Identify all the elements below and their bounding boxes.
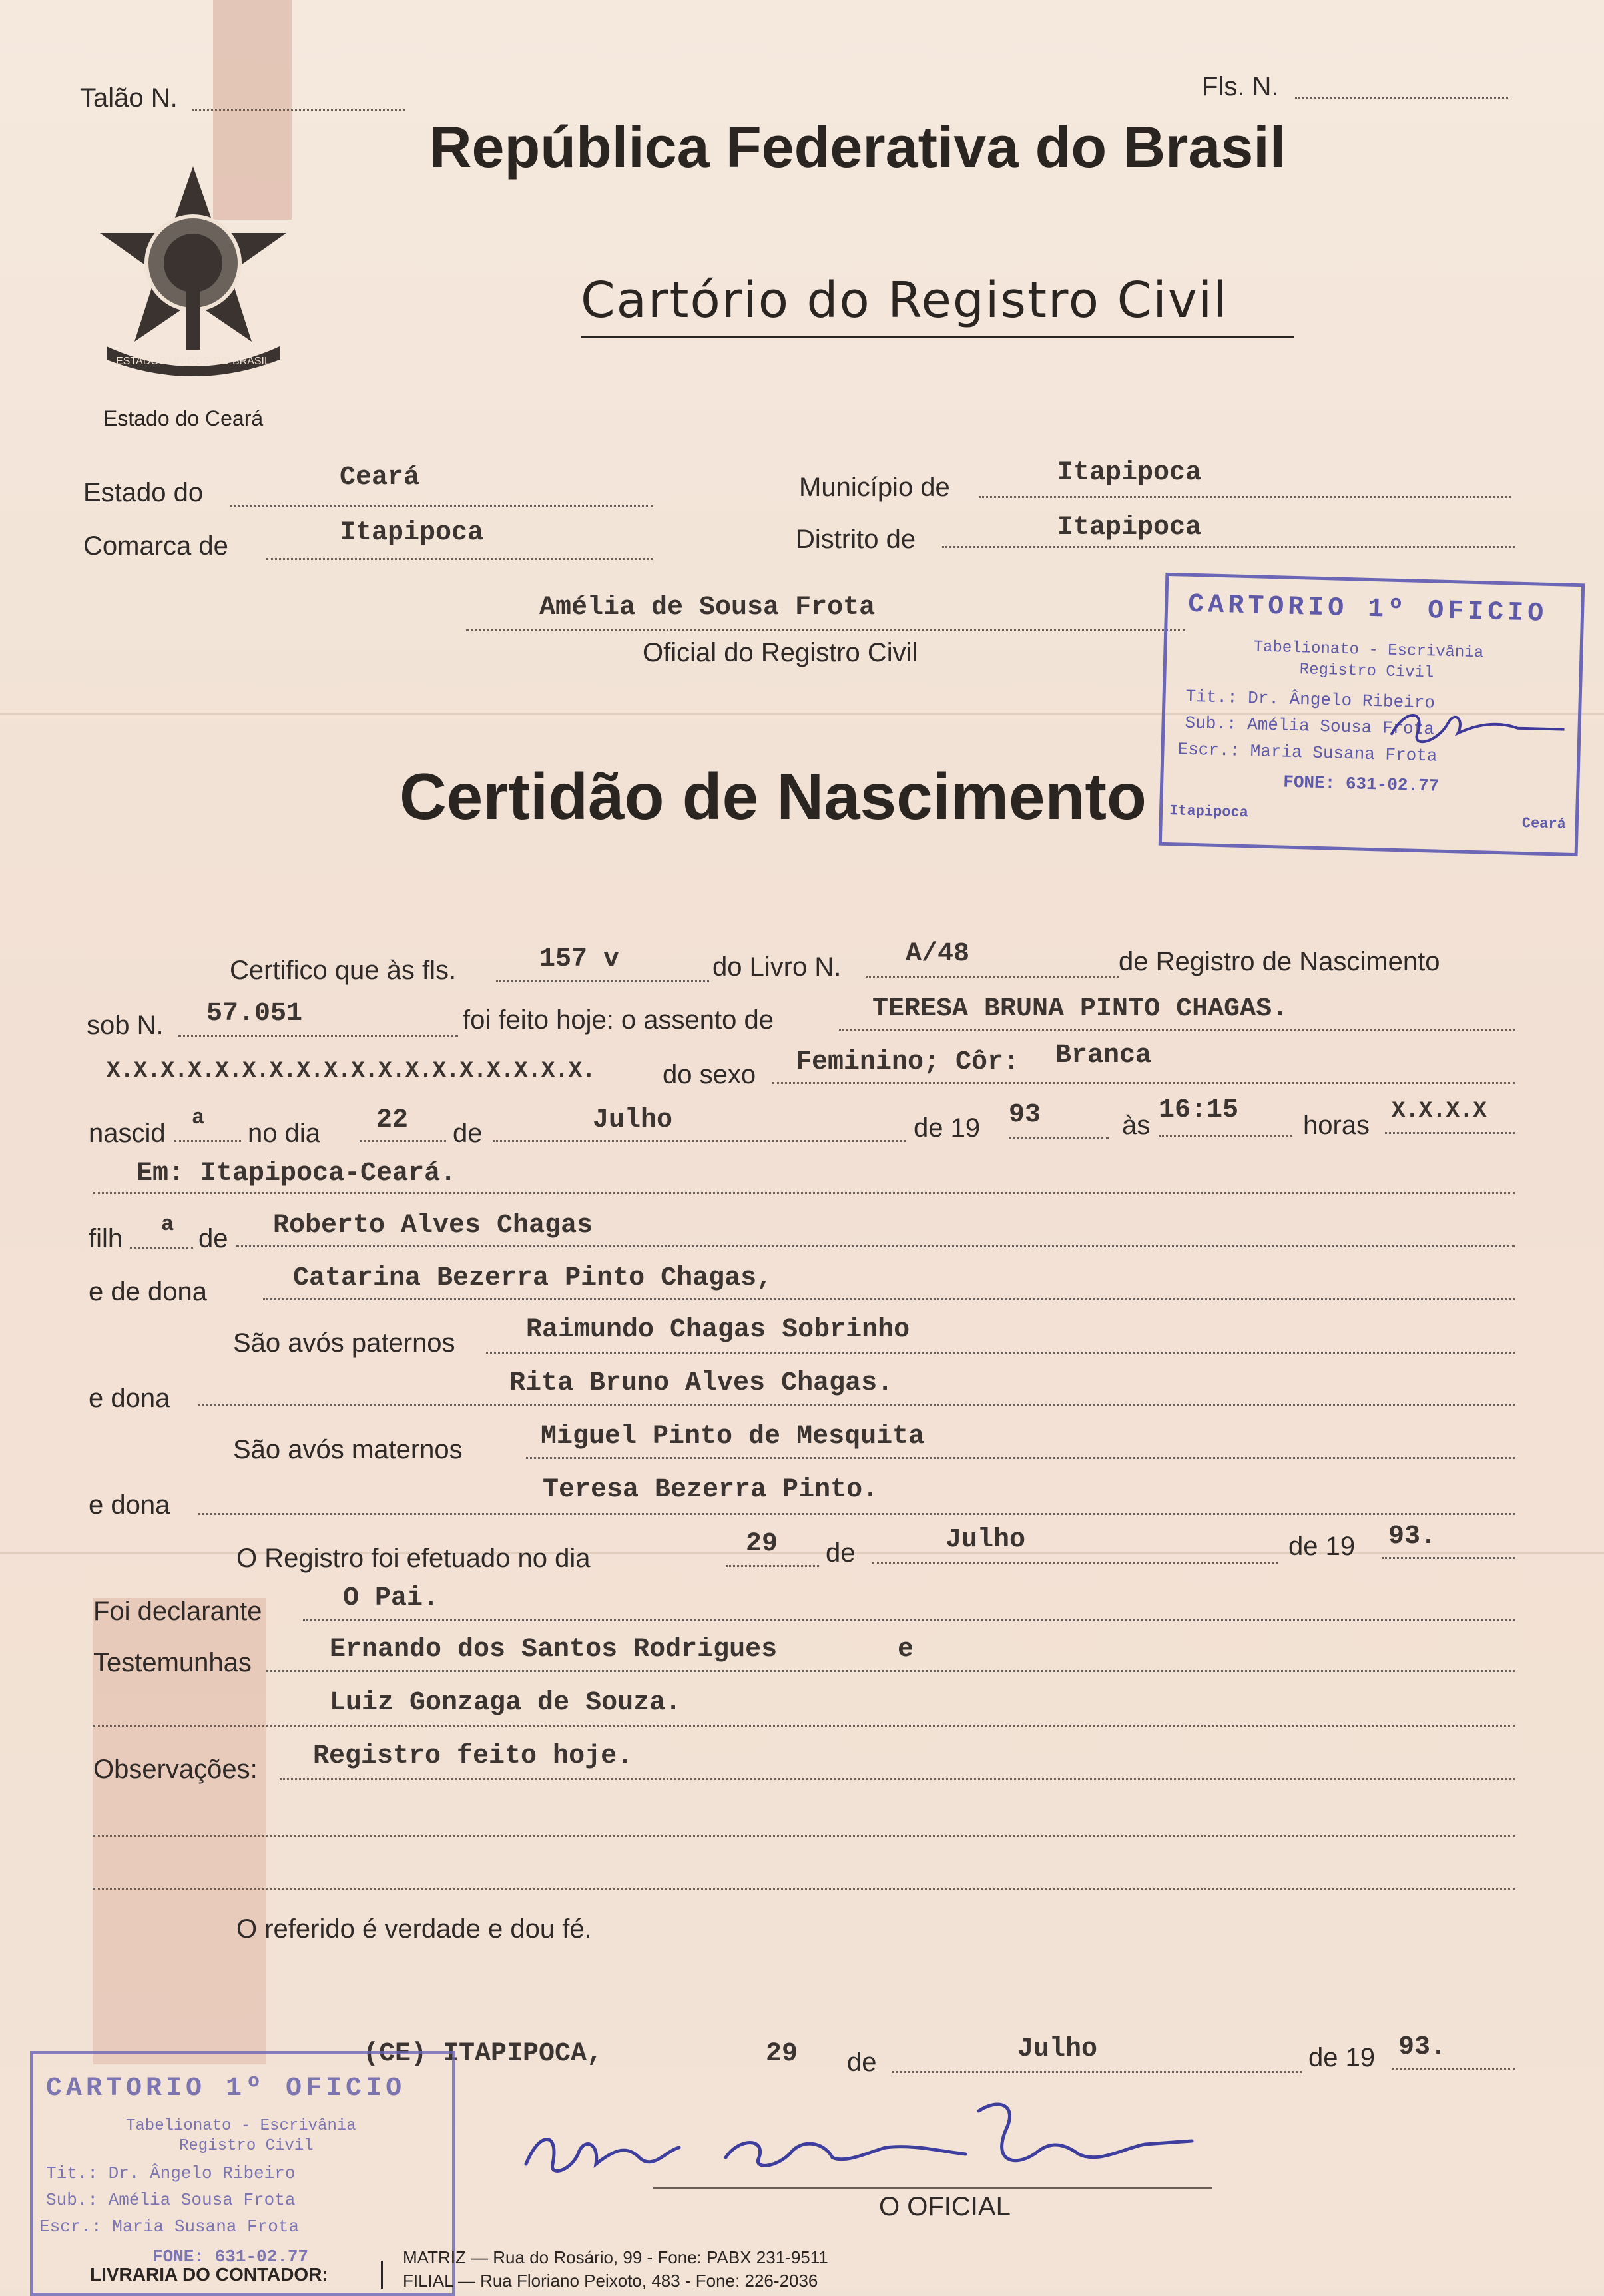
birth-month: Julho [593, 1105, 673, 1135]
reg-day: 29 [746, 1529, 778, 1559]
stamp-line: Tabelionato - Escrivânia [1253, 638, 1484, 663]
avo-materna-name: Teresa Bezerra Pinto. [543, 1475, 879, 1505]
stamp-line: Tit.: Dr. Ângelo Ribeiro [46, 2163, 296, 2183]
observacoes-line [280, 1778, 1515, 1780]
signature-text [20, 2131, 26, 2132]
avo-paterna-line [198, 1404, 1515, 1406]
father-line [236, 1245, 1515, 1247]
declarante-label: Foi declarante [93, 1597, 262, 1626]
closing-month-line [892, 2071, 1302, 2073]
horas-label: horas [1303, 1111, 1370, 1140]
observacoes-line-2 [93, 1835, 1515, 1837]
testemunha1-line [266, 1670, 1515, 1672]
filh-suffix: a [161, 1212, 174, 1237]
nascid-line [174, 1140, 241, 1142]
stamp-line: Escr.: Maria Susana Frota [1177, 739, 1438, 766]
comarca-line [266, 558, 653, 560]
verdade-statement: O referido é verdade e dou fé. [236, 1914, 592, 1944]
registry-subtitle: Cartório do Registro Civil [581, 272, 1228, 329]
declarante-line [303, 1619, 1515, 1621]
reg-de-ano-label: de 19 [1288, 1532, 1356, 1561]
seal-caption: Estado do Ceará [103, 406, 264, 430]
official-name: Amélia de Sousa Frota [539, 593, 876, 623]
sob-value: 57.051 [206, 999, 303, 1029]
e-de-dona-label: e de dona [89, 1277, 207, 1306]
stamp-state: Ceará [1521, 814, 1567, 833]
closing-de-ano-label: de 19 [1308, 2043, 1376, 2072]
stamp-line: Escr.: Maria Susana Frota [39, 2217, 300, 2237]
official-line [466, 629, 1185, 631]
horas-line [1385, 1132, 1515, 1134]
fls-value: 157 v [539, 944, 620, 974]
declarante-value: O Pai. [343, 1583, 439, 1613]
footer-filial: FILIAL — Rua Floriano Peixoto, 483 - Fone: 226-2036 [403, 2271, 818, 2291]
comarca-value: Itapipoca [340, 518, 484, 548]
signature-line [653, 2187, 1212, 2189]
de-ano-label: de 19 [914, 1113, 981, 1143]
observacoes-value: Registro feito hoje. [313, 1741, 633, 1771]
filh-label: filh [89, 1224, 123, 1253]
municipio-line [979, 496, 1511, 498]
estado-line [230, 505, 653, 507]
nascid-suffix: a [192, 1105, 205, 1130]
reg-de-label: de [826, 1538, 856, 1568]
closing-de-label: de [847, 2048, 877, 2077]
livro-label: do Livro N. [712, 952, 842, 982]
distrito-value: Itapipoca [1057, 513, 1202, 543]
observacoes-label: Observações: [93, 1755, 258, 1784]
notary-stamp-top [1159, 573, 1585, 856]
birth-day-line [360, 1140, 446, 1142]
footer-matriz: MATRIZ — Rua do Rosário, 99 - Fone: PABX 231-9511 [403, 2247, 828, 2267]
place-line [93, 1192, 1515, 1194]
coat-of-arms-seal [80, 156, 306, 383]
birth-year-line [1009, 1137, 1109, 1139]
reg-month: Julho [945, 1525, 1026, 1555]
official-title: Oficial do Registro Civil [643, 638, 918, 667]
distrito-line [942, 546, 1515, 548]
mother-name: Catarina Bezerra Pinto Chagas, [293, 1263, 773, 1293]
livro-line [866, 976, 1119, 978]
sexo-label: do sexo [663, 1060, 756, 1089]
stamp-line: Sub.: Amélia Sousa Frota [46, 2190, 296, 2210]
certifico-label: Certifico que às fls. [230, 956, 457, 985]
reg-month-line [872, 1562, 1278, 1564]
de-label: de [453, 1119, 483, 1148]
footer-divider [381, 2261, 383, 2289]
avo-paterno-line [486, 1352, 1515, 1354]
reg-year-line [1382, 1557, 1515, 1559]
avo-materno-line [526, 1457, 1515, 1459]
name-line [839, 1029, 1515, 1031]
avo-materno-name: Miguel Pinto de Mesquita [541, 1422, 925, 1452]
filler-marks: X.X.X.X.X.X.X.X.X.X.X.X.X.X.X.X.X.X. [107, 1059, 596, 1084]
stamp-phone: FONE: 631-02.77 [1282, 772, 1440, 796]
sob-label: sob N. [87, 1011, 164, 1040]
closing-day: 29 [766, 2039, 798, 2069]
closing-month: Julho [1017, 2034, 1098, 2064]
estado-label: Estado do [83, 478, 204, 507]
printer-name: LIVRARIA DO CONTADOR: [90, 2264, 328, 2285]
stamp-line: Tabelionato - Escrivânia [126, 2117, 356, 2135]
birth-month-line [493, 1140, 906, 1142]
sexo-line [772, 1082, 1515, 1084]
talao-line [192, 109, 405, 111]
initials-signature-mark [1384, 702, 1571, 760]
stamp-title: CARTORIO 1º OFICIO [46, 2074, 406, 2104]
sexo-value: Feminino; Côr: [796, 1047, 1020, 1077]
registro-label: de Registro de Nascimento [1119, 947, 1440, 976]
estado-value: Ceará [340, 463, 420, 493]
stamp-line: Registro Civil [1299, 661, 1434, 683]
birth-place: Em: Itapipoca-Ceará. [136, 1159, 457, 1189]
fls-line [1295, 97, 1508, 99]
assento-label: foi feito hoje: o assento de [463, 1005, 774, 1035]
filh-line [130, 1247, 193, 1249]
stamp-line: Sub.: Amélia Sousa Frota [1185, 713, 1435, 740]
e-dona-label-2: e dona [89, 1490, 170, 1520]
oficial-label: O OFICIAL [879, 2192, 1011, 2221]
official-signature [513, 2091, 1205, 2197]
stamp-city: Itapipoca [1169, 802, 1249, 822]
fls-label: Fls. N. [1202, 72, 1279, 101]
closing-year: 93. [1398, 2032, 1447, 2062]
stamp-phone: FONE: 631-02.77 [152, 2247, 309, 2267]
sob-line [178, 1035, 458, 1037]
stamp-title: CARTORIO 1º OFICIO [1187, 589, 1548, 629]
horas-filler: X.X.X.X [1392, 1099, 1487, 1124]
cor-value: Branca [1055, 1041, 1152, 1071]
document-title: Certidão de Nascimento [400, 760, 1147, 833]
avo-paterno-name: Raimundo Chagas Sobrinho [526, 1315, 910, 1345]
birth-day: 22 [376, 1105, 409, 1135]
republic-title: República Federativa do Brasil [429, 114, 1286, 180]
avos-maternos-label: São avós maternos [233, 1435, 463, 1464]
closing-year-line [1392, 2068, 1515, 2070]
testemunhas-label: Testemunhas [93, 1648, 252, 1677]
as-label: às [1122, 1111, 1151, 1140]
de-pai-label: de [198, 1224, 228, 1253]
e-dona-label: e dona [89, 1384, 170, 1413]
livro-value: A/48 [906, 939, 970, 969]
mother-line [263, 1298, 1515, 1300]
comarca-label: Comarca de [83, 531, 228, 561]
notary-stamp-bottom [30, 2051, 455, 2296]
stamp-line: Tit.: Dr. Ângelo Ribeiro [1185, 686, 1436, 713]
municipio-value: Itapipoca [1057, 458, 1202, 488]
municipio-label: Município de [799, 473, 950, 502]
registrant-name: TERESA BRUNA PINTO CHAGAS. [872, 994, 1288, 1024]
avo-materna-line [198, 1513, 1515, 1515]
father-name: Roberto Alves Chagas [273, 1211, 593, 1241]
birth-time-line [1159, 1135, 1292, 1137]
stamp-line: Registro Civil [179, 2137, 314, 2155]
testemunha-e: e [898, 1635, 914, 1665]
avo-paterna-name: Rita Bruno Alves Chagas. [509, 1368, 894, 1398]
reg-day-line [726, 1565, 819, 1567]
testemunha1-name: Ernando dos Santos Rodrigues [330, 1635, 778, 1665]
avos-paternos-label: São avós paternos [233, 1328, 455, 1358]
subtitle-underline [581, 336, 1294, 338]
testemunha2-line [93, 1725, 1515, 1727]
no-dia-label: no dia [248, 1119, 320, 1148]
birth-time: 16:15 [1159, 1095, 1239, 1125]
talao-label: Talão N. [80, 83, 178, 113]
closing-place: (CE) ITAPIPOCA, [363, 2039, 603, 2069]
reg-year: 93. [1388, 1522, 1437, 1552]
testemunha2-name: Luiz Gonzaga de Souza. [330, 1688, 682, 1718]
registro-efetuado-label: O Registro foi efetuado no dia [236, 1544, 591, 1573]
fls-value-line [496, 980, 709, 982]
distrito-label: Distrito de [796, 525, 916, 554]
seal-ring-text: ESTADOS UNIDOS DO BRASIL [116, 356, 270, 367]
birth-year: 93 [1009, 1100, 1041, 1130]
observacoes-line-3 [93, 1888, 1515, 1890]
nascid-label: nascid [89, 1119, 166, 1148]
